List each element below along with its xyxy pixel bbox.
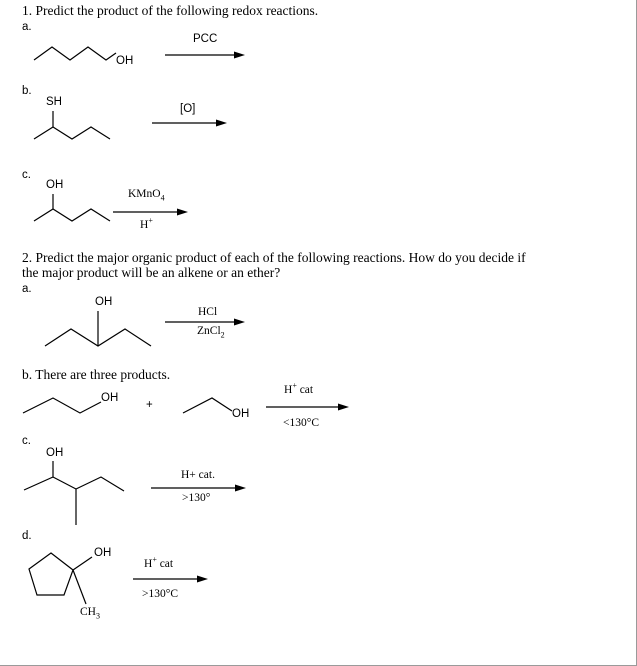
q2b-reagent-bottom: <130°C xyxy=(283,417,320,429)
q1a-oh-label: OH xyxy=(116,55,134,67)
q1a-pentanol-skeleton xyxy=(34,47,116,60)
q2c-reaction-arrow xyxy=(151,485,246,492)
q1a-reaction-arrow xyxy=(165,52,245,59)
q2d-reaction-arrow xyxy=(133,576,208,583)
q2d-ch3-label: $CH_3$ xyxy=(80,606,100,621)
q2d-reagent-top: H+ cat xyxy=(144,555,174,570)
q1a-reagent: PCC xyxy=(193,33,218,45)
q2a-reaction-arrow xyxy=(165,319,245,326)
q2-heading-line1: 2. Predict the major organic product of each of the following reactions. How do you decide if xyxy=(22,250,526,265)
q2b-plus: + xyxy=(146,399,153,411)
q2-heading-line2: the major product will be an alkene or an ether? xyxy=(22,265,281,280)
q2a-reagent-top: HCl xyxy=(198,306,218,318)
q2d-part-label: d. xyxy=(22,530,32,542)
q2b-butanol-skeleton xyxy=(23,398,101,413)
q2d-oh-label: OH xyxy=(94,547,112,559)
q1c-reagent-bottom: H+ xyxy=(140,216,153,231)
q1c-alcohol-skeleton xyxy=(34,194,110,221)
q2a-part-label: a. xyxy=(22,283,32,295)
q2d-cyclopentanol-skeleton xyxy=(29,553,92,604)
q1a-part-label: a. xyxy=(22,21,32,33)
q1-heading: 1. Predict the product of the following redox reactions. xyxy=(22,3,319,18)
q2b-oh1-label: OH xyxy=(101,392,119,404)
q1b-reaction-arrow xyxy=(152,120,227,127)
q2b-ethanol-skeleton xyxy=(183,398,232,413)
q1c-reagent-top: KMnO$_4$ xyxy=(128,188,165,203)
q2a-reagent-bottom: ZnCl$_2$ xyxy=(197,325,225,340)
q2b-part-label: b. There are three products. xyxy=(22,367,171,382)
q1b-thiol-skeleton xyxy=(34,111,110,139)
q1b-part-label: b. xyxy=(22,85,32,97)
q2c-part-label: c. xyxy=(22,435,31,447)
q2b-reagent-top: H+ cat xyxy=(284,381,314,396)
q1c-part-label: c. xyxy=(22,169,31,181)
q1c-reaction-arrow xyxy=(113,209,188,216)
q2d-reagent-bottom: >130°C xyxy=(142,588,179,600)
q2c-alcohol-skeleton xyxy=(24,461,124,525)
q2c-oh-label: OH xyxy=(46,447,64,459)
q1c-oh-label: OH xyxy=(46,179,64,191)
q2c-reagent-bottom: >130° xyxy=(182,492,211,504)
q2c-reagent-top: H+ cat. xyxy=(181,469,215,481)
q1b-sh-label: SH xyxy=(46,96,62,108)
q2a-oh-label: OH xyxy=(95,296,113,308)
q2b-reaction-arrow xyxy=(266,404,349,411)
q1b-reagent: [O] xyxy=(180,103,196,115)
q2a-alcohol-skeleton xyxy=(45,311,151,346)
q2b-oh2-label: OH xyxy=(232,408,250,420)
